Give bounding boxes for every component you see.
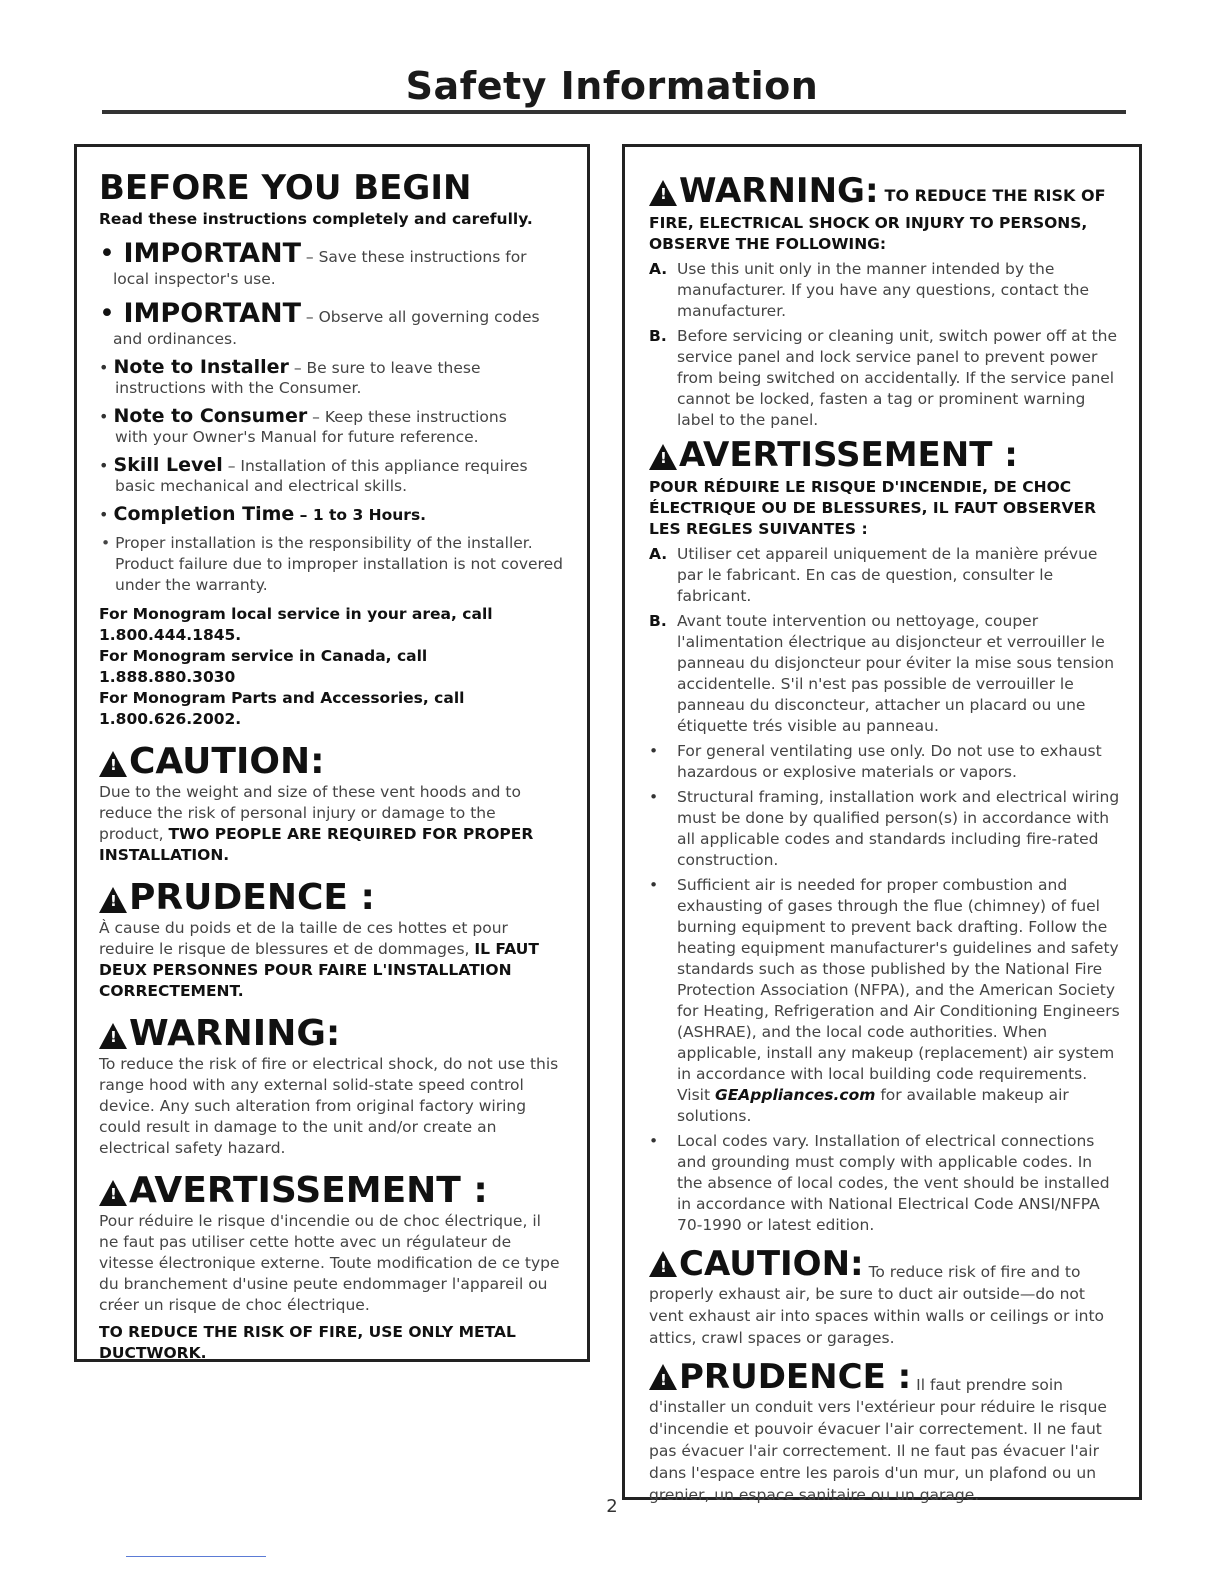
warning-triangle-icon <box>649 444 677 470</box>
important-item-1: • IMPORTANT – Save these instructions for local inspector's use. <box>99 238 527 288</box>
footer-line <box>126 1556 266 1557</box>
avertissement-continuation: POUR RÉDUIRE LE RISQUE D'INCENDIE, DE CHOC ÉLECTRIQUE OU DE BLESSURES, IL FAUT OBSERVER LES REGLES SUIVANTES : <box>649 478 1097 538</box>
ge-appliances-link[interactable]: GEAppliances.com <box>714 1086 876 1104</box>
warning-triangle-icon <box>99 751 127 777</box>
warning-box <box>622 144 1142 1504</box>
page-title: Safety Information <box>405 64 819 108</box>
list-item: B. Avant toute intervention ou nettoyage, couper l'alimentation électrique au disjoncteur et verrouiller le panneau du disjoncteur pour éviter la mise sous tension accidentelle. S'il n'est pas possible de verrouiller le panneau du disconcteur, attacher un placard ou une étiquette trés visible au panneau. <box>649 612 1115 735</box>
right-avertissement-heading: ! AVERTISSEMENT : <box>649 435 1121 475</box>
bullet-item: • Local codes vary. Installation of electrical connections and grounding must comply with applicable codes. In the absence of local codes, the vent should be installed in accordance with National Electrical Code ANSI/NFPA 70-1990 or latest edition. <box>649 1132 1110 1234</box>
right-prudence: ! PRUDENCE : Il faut prendre soin d'installer un conduit vers l'extérieur pour réduire le risque d'incendie et pouvoir évacuer l'air correctement. Il ne faut pas évacuer l'air correctement. Il ne faut pas évacuer l'air dans l'espace entre les parois d'un mur, un plafond ou un grenier, un espace sanitaire ou un garage. <box>649 1359 1121 1506</box>
avertissement-text: Pour réduire le risque d'incendie ou de choc électrique, il ne faut pas utiliser cette hotte avec un régulateur de vitesse électronique externe. Toute modification de ce type du branchement d'usine peute endommager l'appareil ou créer un risque de choc électrique. <box>99 1212 560 1314</box>
warning-triangle-icon <box>99 887 127 913</box>
metal-ductwork-note: TO REDUCE THE RISK OF FIRE, USE ONLY METAL DUCTWORK. <box>99 1323 516 1362</box>
warning-heading: ! WARNING: <box>99 1014 565 1054</box>
right-warning-heading: ! WARNING: TO REDUCE THE RISK OF <box>649 171 1121 211</box>
skill-level: • Skill Level – Installation of this appliance requires basic mechanical and electrical skills. <box>99 454 528 495</box>
prudence-heading: ! PRUDENCE : <box>99 878 565 918</box>
caution-heading: ! CAUTION: <box>99 742 565 782</box>
warning-triangle-icon <box>99 1180 127 1206</box>
note-consumer: • Note to Consumer – Keep these instructions with your Owner's Manual for future reference. <box>99 405 507 446</box>
read-instructions: Read these instructions completely and carefully. <box>99 210 533 228</box>
bullet-item: • Sufficient air is needed for proper combustion and exhausting of gases through the flue (chimney) of fuel burning equipment to prevent back drafting. Follow the heating equipment manufacturer's guidelines and safety standards such as those published by the National Fire Protection Association (NFPA), and the American Society for Heating, Refrigeration and Air Conditioning Engineers (ASHRAE), and the local code authorities. When applicable, install any makeup (replacement) air system in accordance with local building code requirements. Visit GEAppliances.com for available makeup air solutions. <box>649 876 1120 1125</box>
contact-parts: For Monogram Parts and Accessories, call 1.800.626.2002. <box>99 689 465 728</box>
warning-triangle-icon <box>649 1364 677 1390</box>
bullet-item: • For general ventilating use only. Do not use to exhaust hazardous or explosive materials or vapors. <box>649 742 1102 781</box>
caution-text: Due to the weight and size of these vent hoods and to reduce the risk of personal injury or damage to the product, TWO PEOPLE ARE REQUIRED FOR PROPER INSTALLATION. <box>99 783 534 864</box>
contact-local: For Monogram local service in your area, call 1.800.444.1845. <box>99 605 493 644</box>
warning-continuation: FIRE, ELECTRICAL SHOCK OR INJURY TO PERSONS, OBSERVE THE FOLLOWING: <box>649 214 1088 253</box>
warning-triangle-icon <box>649 180 677 206</box>
bullet-item: • Structural framing, installation work and electrical wiring must be done by qualified person(s) in accordance with all applicable codes and standards including fire-rated construction. <box>649 788 1120 869</box>
before-heading: BEFORE YOU BEGIN <box>99 168 472 208</box>
important-item-2: • IMPORTANT – Observe all governing codes and ordinances. <box>99 298 540 348</box>
list-item: A. Use this unit only in the manner intended by the manufacturer. If you have any questions, contact the manufacturer. <box>649 260 1089 320</box>
completion-time: • Completion Time – 1 to 3 Hours. <box>99 503 427 525</box>
contact-canada: For Monogram service in Canada, call 1.888.880.3030 <box>99 647 428 686</box>
warning-triangle-icon <box>99 1023 127 1049</box>
note-installer: • Note to Installer – Be sure to leave these instructions with the Consumer. <box>99 356 481 397</box>
list-item: A. Utiliser cet appareil uniquement de la manière prévue par le fabricant. En cas de question, consulter le fabricant. <box>649 545 1098 605</box>
list-item: B. Before servicing or cleaning unit, switch power off at the service panel and lock service panel to prevent power from being switched on accidentally. If the service panel cannot be locked, fasten a tag or prominent warning label to the panel. <box>649 327 1118 429</box>
proper-installation-note: • Proper installation is the responsibility of the installer. Product failure due to improper installation is not covered under the warranty. <box>101 534 563 594</box>
prudence-text: À cause du poids et de la taille de ces hottes et pour reduire le risque de blessures et de dommages, IL FAUT DEUX PERSONNES POUR FAIRE L'INSTALLATION CORRECTEMENT. <box>99 919 539 1000</box>
avertissement-heading: ! AVERTISSEMENT : <box>99 1171 565 1211</box>
title-rule <box>102 110 1126 114</box>
before-you-begin-box <box>74 144 590 1362</box>
warning-text: To reduce the risk of fire or electrical shock, do not use this range hood with any external solid-state speed control device. Any such alteration from original factory wiring could result in damage to the unit and/or create an electrical safety hazard. <box>99 1055 559 1157</box>
page-number: 2 <box>606 1496 618 1517</box>
right-caution: ! CAUTION: To reduce risk of fire and to properly exhaust air, be sure to duct air outside—do not vent exhaust air into spaces within walls or ceilings or into attics, crawl spaces or garages. <box>649 1246 1121 1349</box>
warning-triangle-icon <box>649 1251 677 1277</box>
